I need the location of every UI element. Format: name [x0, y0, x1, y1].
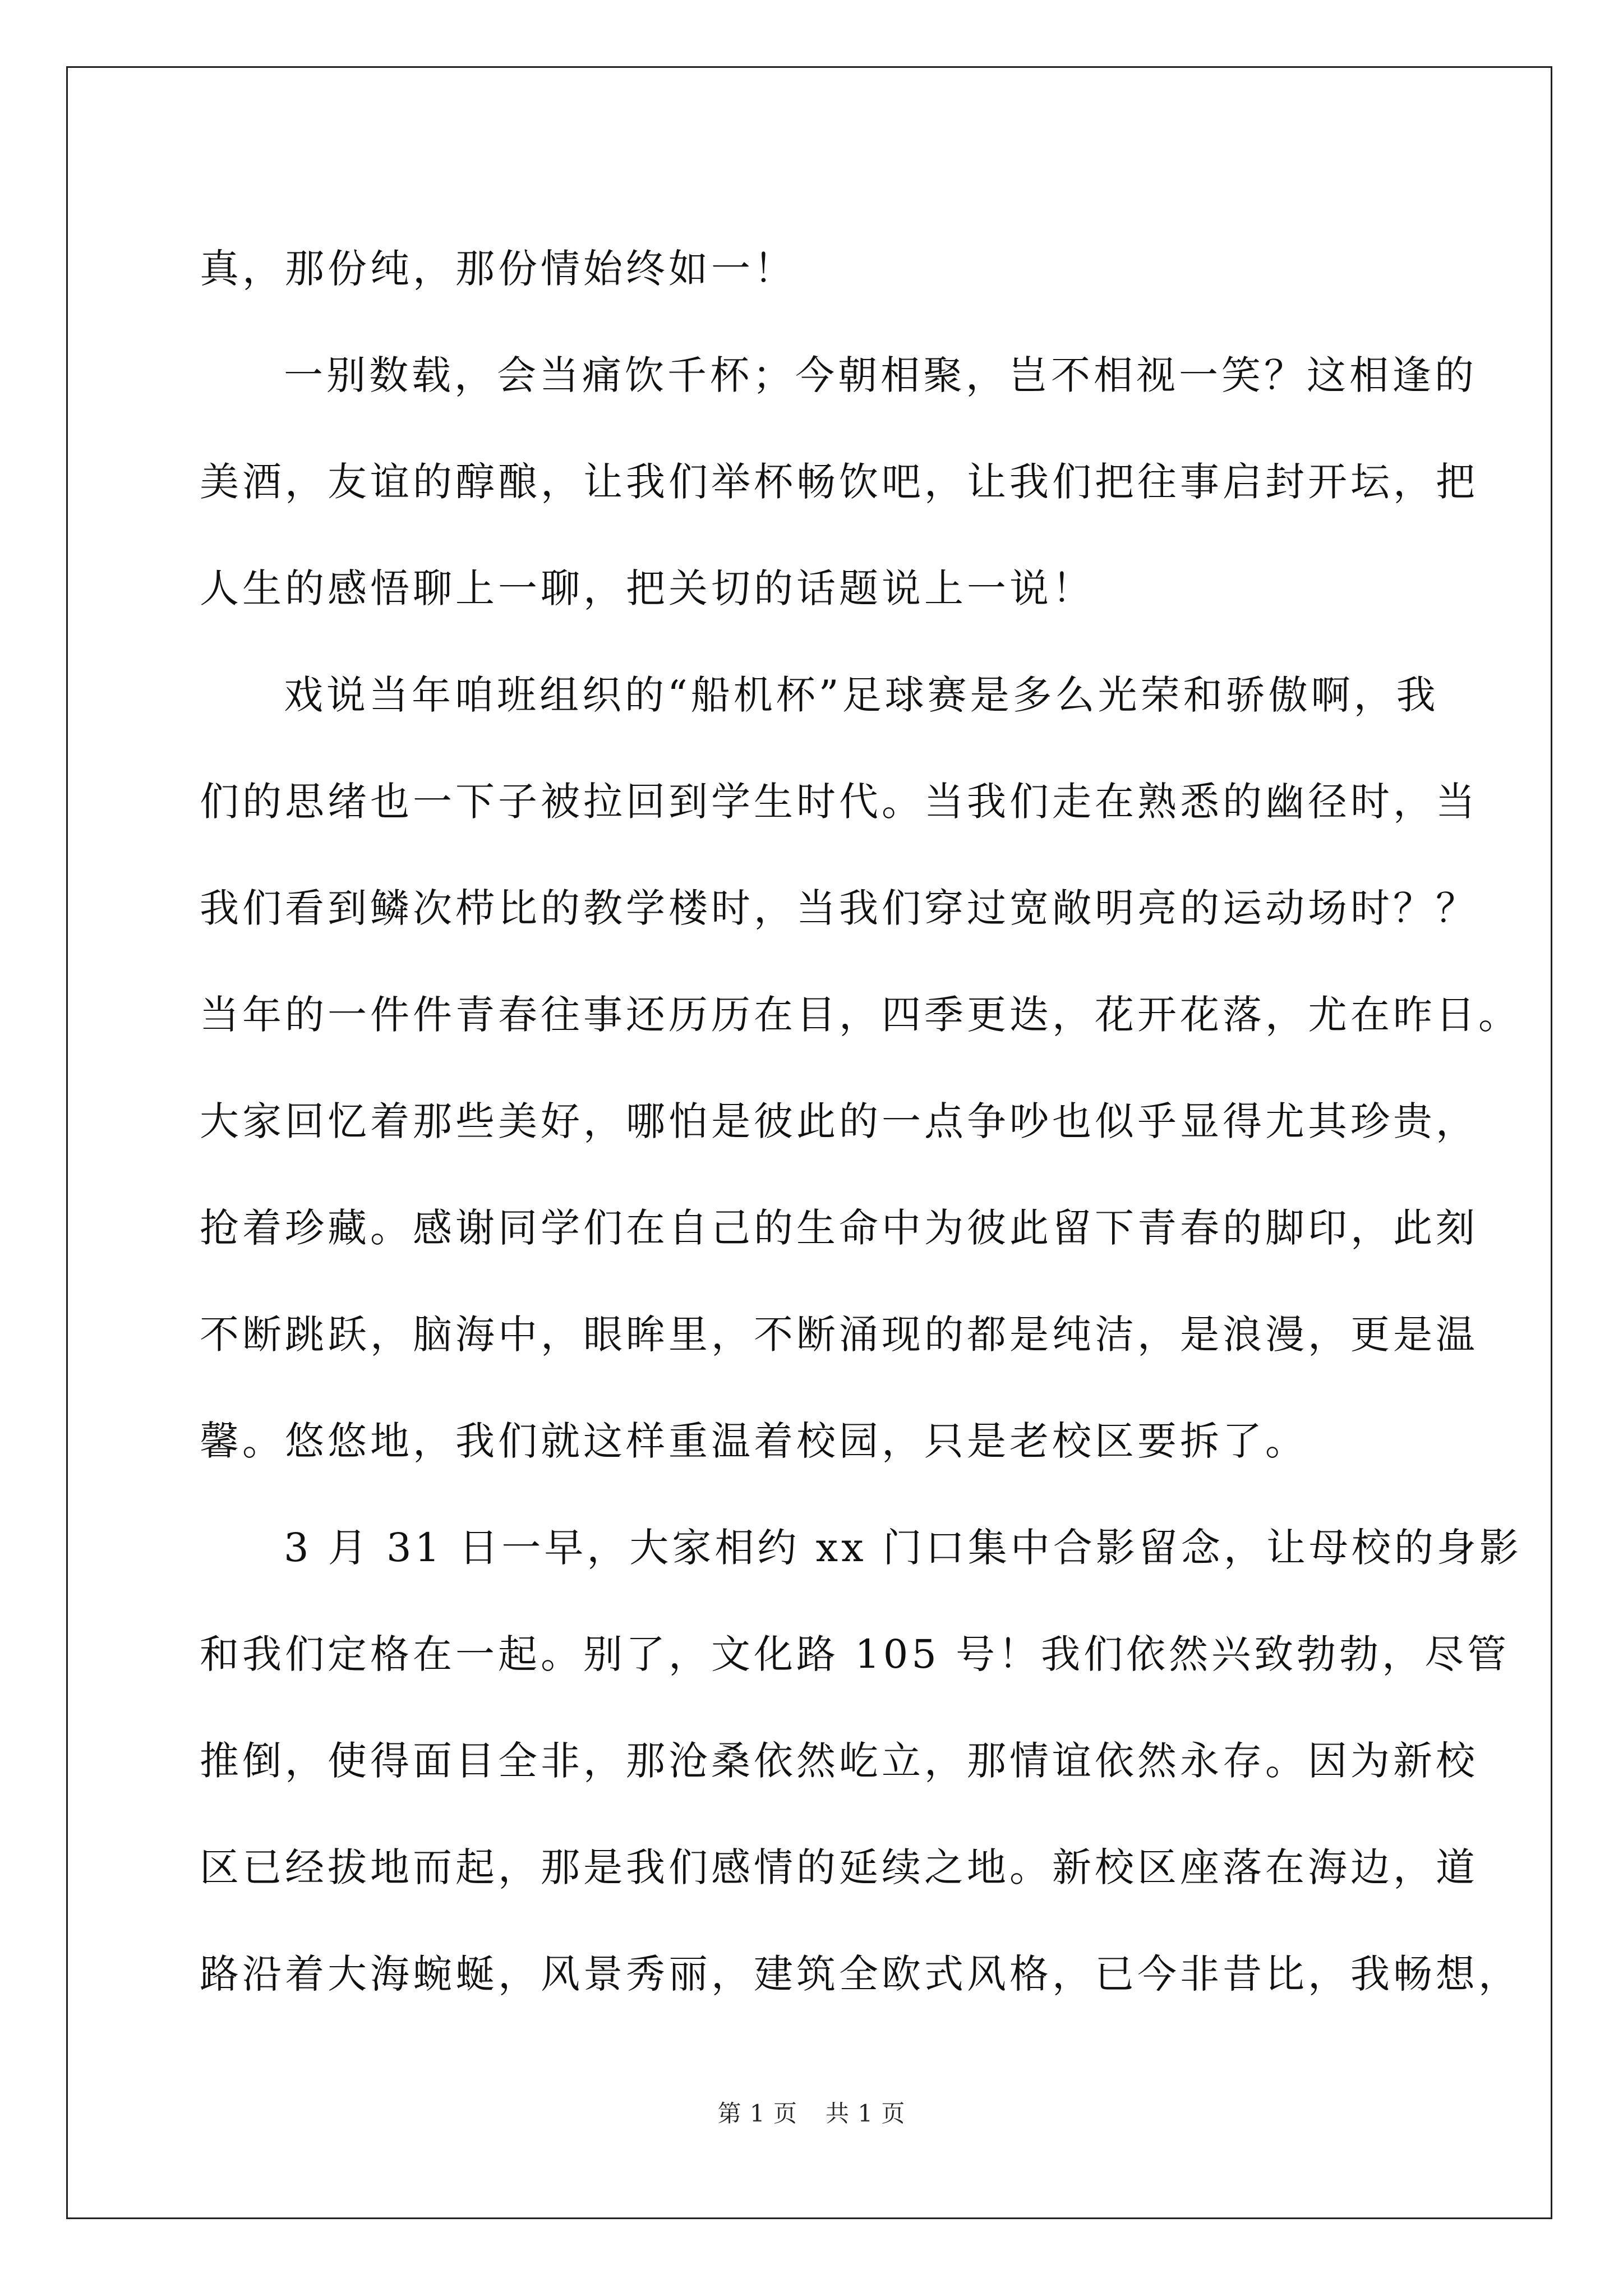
text-line: 戏说当年咱班组织的“船机杯”足球赛是多么光荣和骄傲啊，我	[284, 672, 1439, 718]
text-line: 真，那份纯，那份情始终如一！	[200, 246, 796, 292]
text-line: 路沿着大海蜿蜒，风景秀丽，建筑全欧式风格，已今非昔比，我畅想，	[200, 1951, 1521, 1997]
text-line: 不断跳跃，脑海中，眼眸里，不断涌现的都是纯洁，是浪漫，更是温	[200, 1312, 1478, 1358]
text-line: 和我们定格在一起。别了，文化路 105 号！我们依然兴致勃勃，尽管	[200, 1631, 1510, 1677]
document-body	[200, 215, 1522, 2027]
text-line: 推倒，使得面目全非，那沧桑依然屹立，那情谊依然永存。因为新校	[200, 1738, 1478, 1784]
page-total: 共 1 页	[826, 2100, 906, 2127]
text-line: 3 月 31 日一早，大家相约 xx 门口集中合影留念，让母校的身影	[284, 1525, 1522, 1571]
text-line: 馨。悠悠地，我们就这样重温着校园，只是老校区要拆了。	[200, 1418, 1308, 1464]
text-line: 抢着珍藏。感谢同学们在自己的生命中为彼此留下青春的脚印，此刻	[200, 1205, 1478, 1251]
text-line: 区已经拔地而起，那是我们感情的延续之地。新校区座落在海边，道	[200, 1844, 1478, 1890]
text-line: 当年的一件件青春往事还历历在目，四季更迭，花开花落，尤在昨日。	[200, 992, 1521, 1038]
page-number: 第 1 页	[717, 2100, 797, 2127]
text-line: 美酒，友谊的醇酿，让我们举杯畅饮吧，让我们把往事启封开坛，把	[200, 459, 1478, 505]
text-line: 大家回忆着那些美好，哪怕是彼此的一点争吵也似乎显得尤其珍贵，	[200, 1098, 1478, 1144]
text-line: 一别数载，会当痛饮千杯；今朝相聚，岂不相视一笑？这相逢的	[284, 352, 1477, 398]
page-footer	[0, 2095, 1623, 2129]
text-line: 们的思绪也一下子被拉回到学生时代。当我们走在熟悉的幽径时，当	[200, 779, 1478, 825]
text-line: 我们看到鳞次栉比的教学楼时，当我们穿过宽敞明亮的运动场时？？	[200, 885, 1478, 931]
text-line: 人生的感悟聊上一聊，把关切的话题说上一说！	[200, 565, 1095, 611]
